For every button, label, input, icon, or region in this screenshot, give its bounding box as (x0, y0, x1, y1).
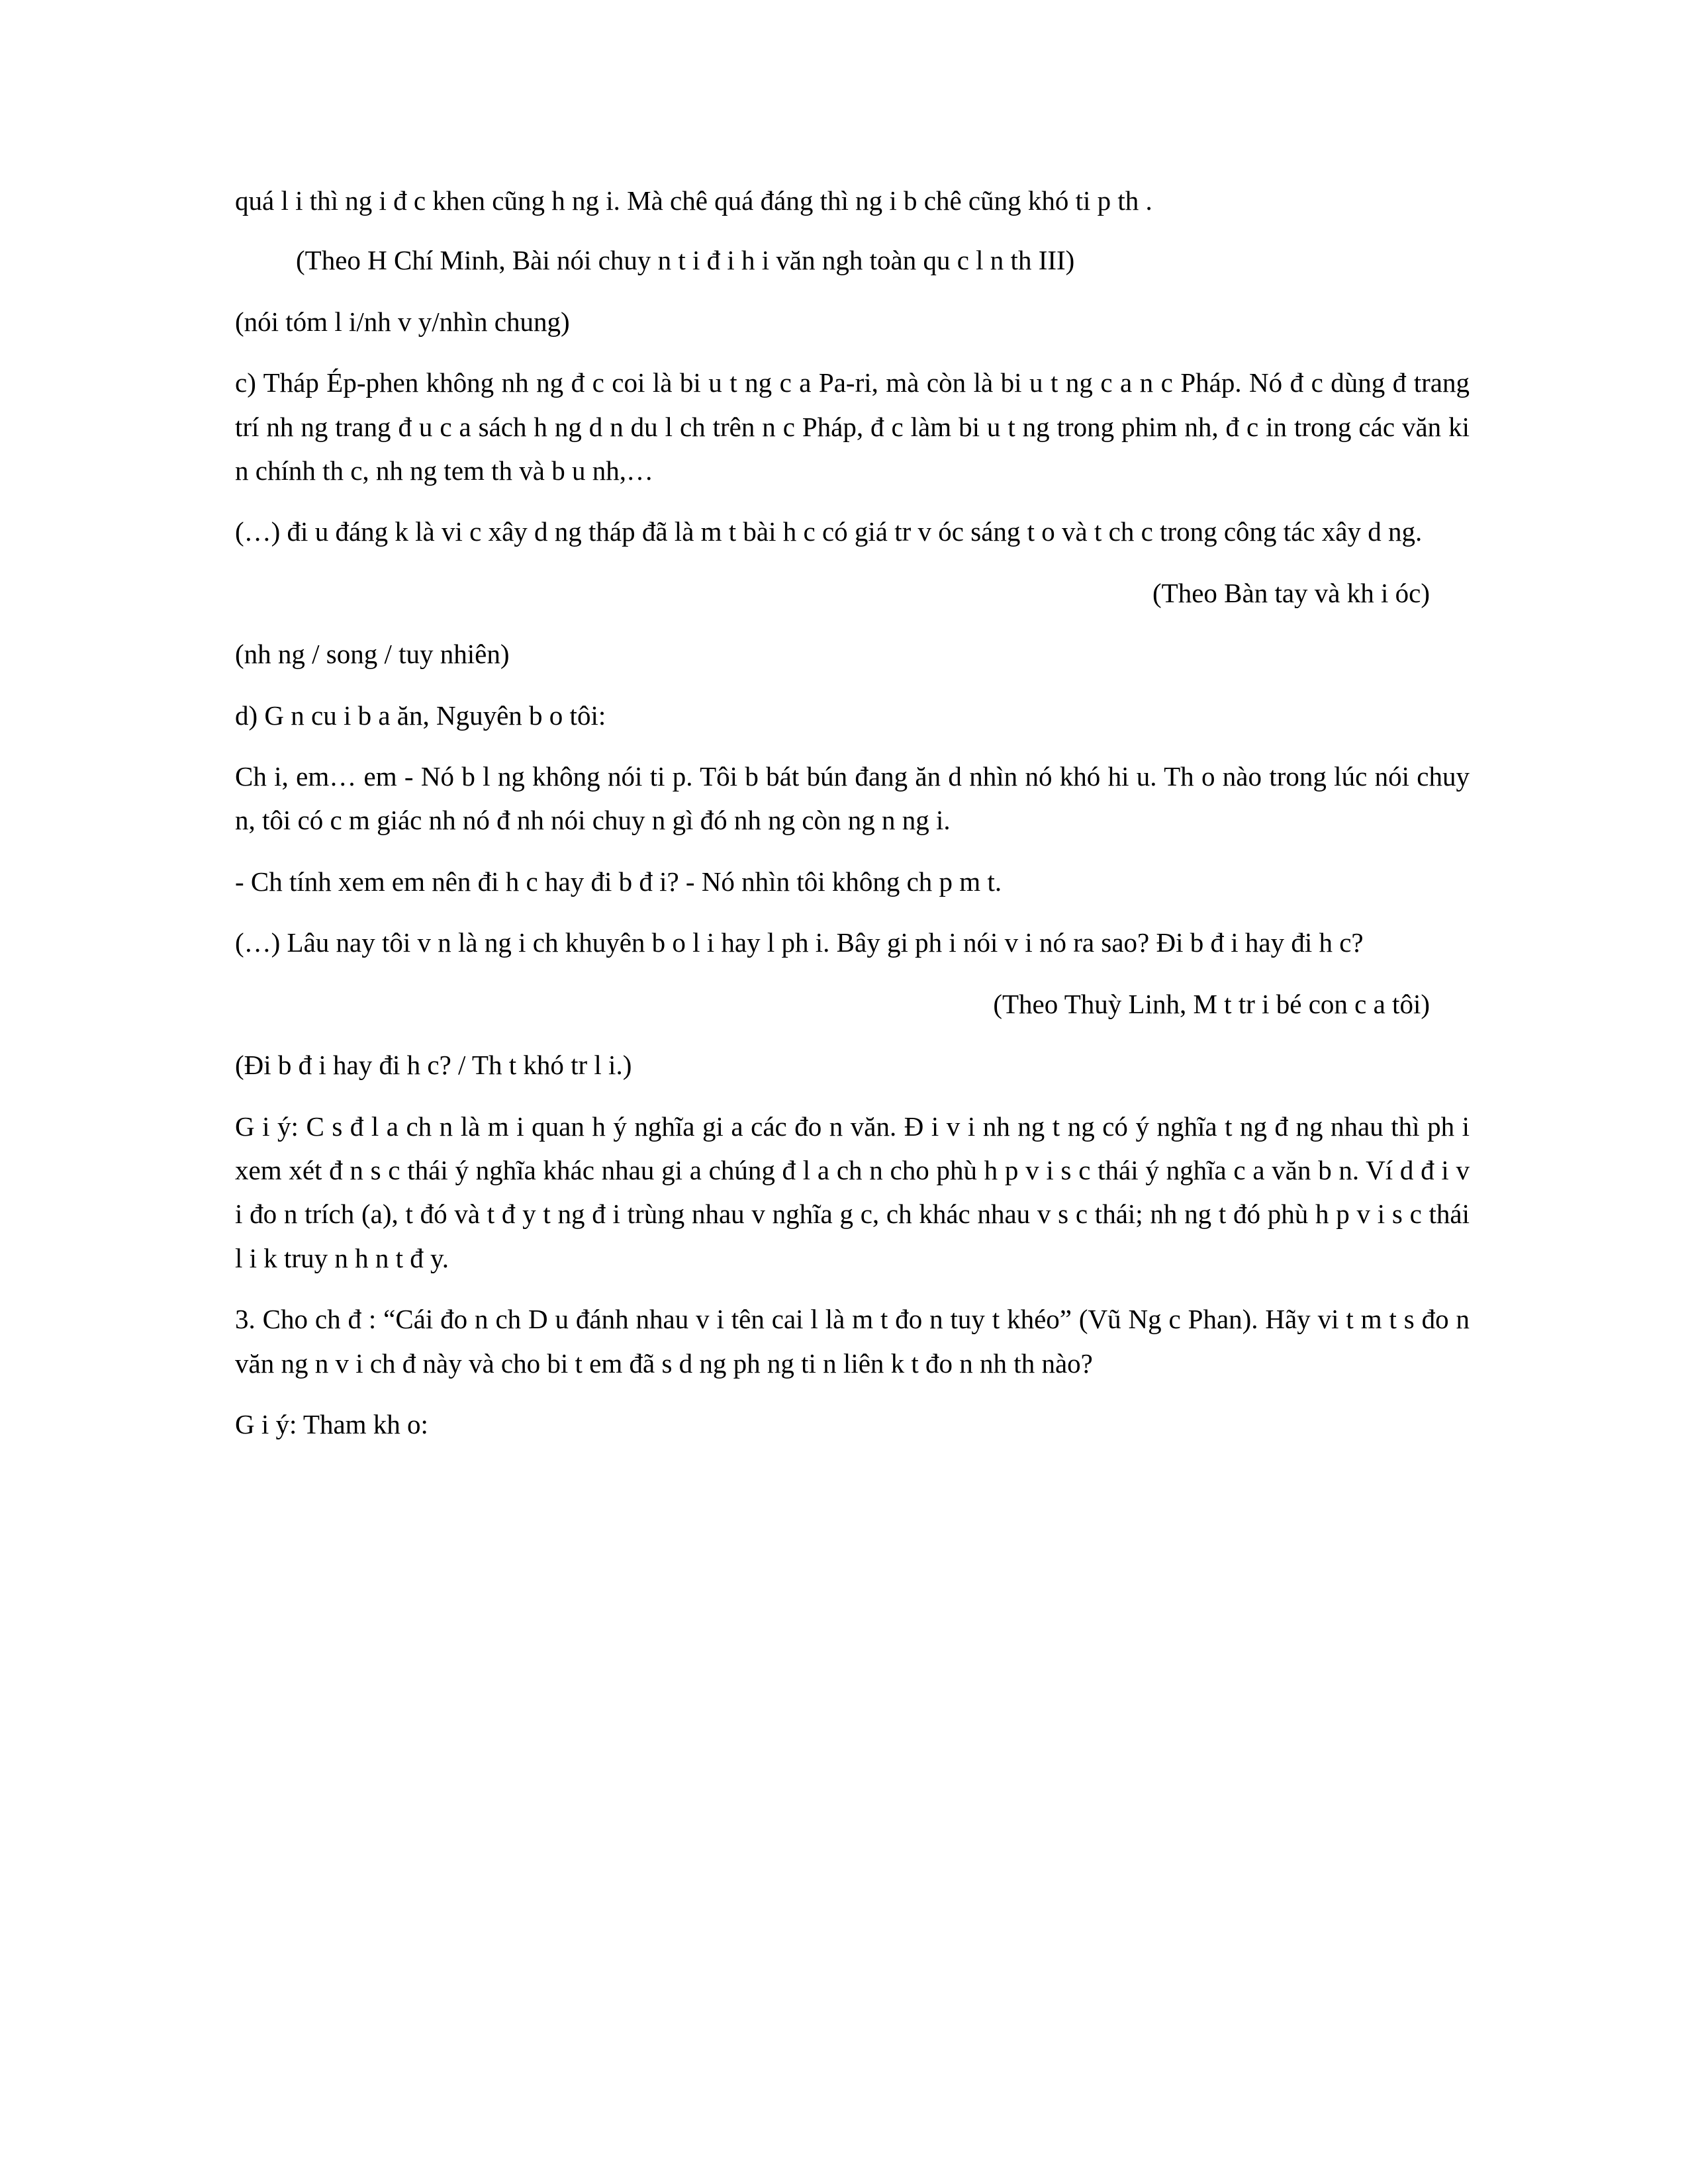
question-3: 3. Cho ch đ : “Cái đo n ch D u đánh nhau v i tên cai l là m t đo n tuy t khéo” (Vũ Ng c Phan). Hãy vi t m t s đo n văn ng n v i ch đ này và cho bi t em đã s d ng ph ng ti n liên k t đo n nh th nào? (235, 1304, 1470, 1379)
source-citation-thuy-linh: (Theo Thuỳ Linh, M t tr i bé con c a tôi) (993, 988, 1430, 1019)
answer-d: (Đi b đ i hay đi h c? / Th t khó tr l i.) (235, 1050, 632, 1081)
answer-b: (nói tóm l i/nh v y/nhìn chung) (235, 306, 570, 337)
paragraph-opening: quá l i thì ng i đ c khen cũng h ng i. Mà chê quá đáng thì ng i b chê cũng khó ti p th . (235, 185, 1152, 216)
paragraph-d-dialogue: Ch i, em… em - Nó b l ng không nói ti p. Tôi b bát bún đang ăn d nhìn nó khó hi u. Th o nào trong lúc nói chuy n, tôi có c m giác nh nó đ nh nói chuy n gì đó nh ng còn ng n ng i. (235, 761, 1470, 836)
source-citation-ho-chi-minh: (Theo H Chí Minh, Bài nói chuy n t i đ i h i văn ngh toàn qu c l n th III) (296, 245, 1075, 276)
paragraph-d-closing: (…) Lâu nay tôi v n là ng i ch khuyên b o l i hay l ph i. Bây gi ph i nói v i nó ra sao? Đi b đ i hay đi h c? (235, 927, 1364, 958)
paragraph-d-line: - Ch tính xem em nên đi h c hay đi b đ i? - Nó nhìn tôi không ch p m t. (235, 866, 1002, 897)
paragraph-c-continued: (…) đi u đáng k là vi c xây d ng tháp đã là m t bài h c có giá tr v óc sáng t o và t ch c trong công tác xây d ng. (235, 516, 1423, 547)
paragraph-c-eiffel: c) Tháp Ép-phen không nh ng đ c coi là bi u t ng c a Pa-ri, mà còn là bi u t ng c a n c Pháp. Nó đ c dùng đ trang trí nh ng trang đ u c a sách h ng d n du l ch trên n c Pháp, đ c làm bi u t ng trong phim nh, đ c in trong các văn ki n chính th c, nh ng tem th và b u nh,… (235, 367, 1470, 486)
document-body (235, 179, 1470, 1446)
hint-paragraph-2: G i ý: Tham kh o: (235, 1408, 428, 1439)
hint-paragraph-1: G i ý: C s đ l a ch n là m i quan h ý nghĩa gi a các đo n văn. Đ i v i nh ng t ng có ý nghĩa t ng đ ng nhau thì ph i xem xét đ n s c thái ý nghĩa khác nhau gi a chúng đ l a ch n cho phù h p v i s c thái ý nghĩa c a văn b n. Ví d đ i v i đo n trích (a), t đó và t đ y t ng đ i trùng nhau v nghĩa g c, ch khác nhau v s c thái; nh ng t đó phù h p v i s c thái l i k truy n h n t đ y. (235, 1111, 1470, 1273)
paragraph-d-intro: d) G n cu i b a ăn, Nguyên b o tôi: (235, 700, 606, 731)
answer-c: (nh ng / song / tuy nhiên) (235, 639, 510, 670)
source-citation-ban-tay: (Theo Bàn tay và kh i óc) (1152, 577, 1430, 608)
